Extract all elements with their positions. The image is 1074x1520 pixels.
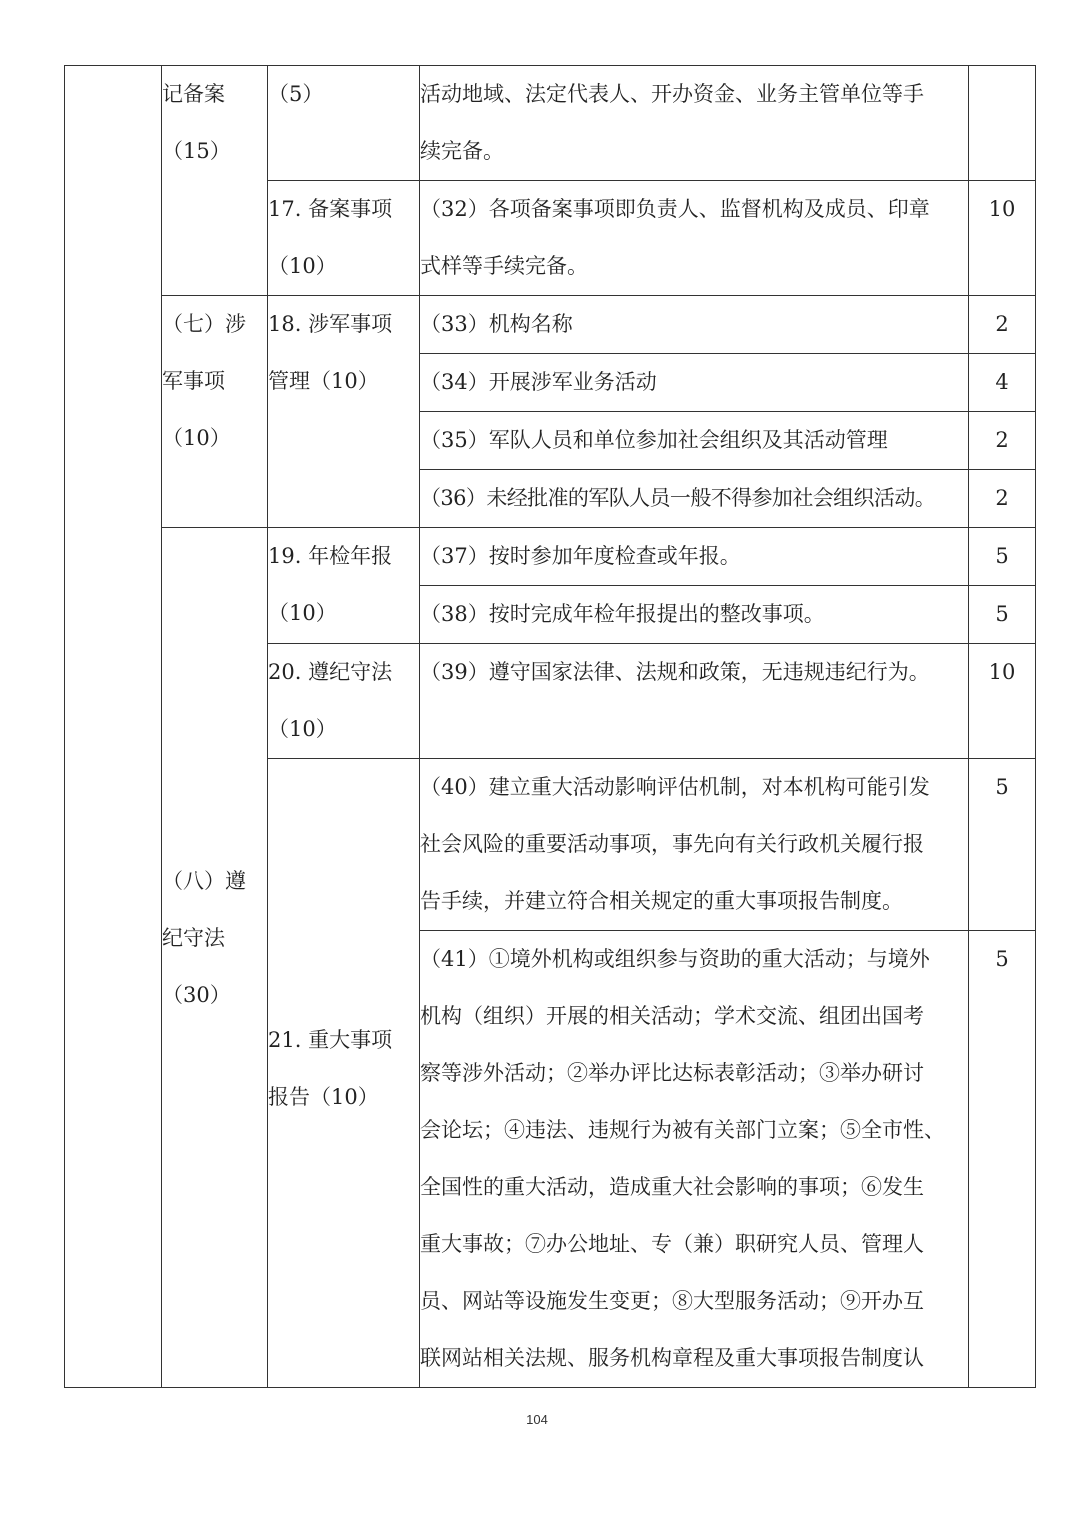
criteria-cell: （36）未经批准的军队人员一般不得参加社会组织活动。	[420, 470, 969, 528]
section-cell: （八）遵 纪守法 （30）	[162, 528, 268, 1388]
score-cell: 5	[969, 931, 1036, 1388]
item-cell: 18. 涉军事项 管理（10）	[268, 296, 420, 528]
criteria-cell: （39）遵守国家法律、法规和政策，无违规违纪行为。	[420, 644, 969, 759]
score-cell: 5	[969, 586, 1036, 644]
score-cell: 10	[969, 644, 1036, 759]
table-row	[65, 66, 1036, 181]
item-cell: 21. 重大事项 报告（10）	[268, 759, 420, 1388]
criteria-cell: （34）开展涉军业务活动	[420, 354, 969, 412]
item-cell: （5）	[268, 66, 420, 181]
page-number: 104	[526, 1412, 548, 1427]
criteria-cell: （33）机构名称	[420, 296, 969, 354]
section-cell: 记备案 （15）	[162, 66, 268, 296]
section-cell: （七）涉 军事项 （10）	[162, 296, 268, 528]
item-cell: 17. 备案事项 （10）	[268, 181, 420, 296]
score-cell: 10	[969, 181, 1036, 296]
table-row	[65, 528, 1036, 586]
score-cell: 2	[969, 470, 1036, 528]
category-cell	[65, 66, 162, 1388]
criteria-cell: （35）军队人员和单位参加社会组织及其活动管理	[420, 412, 969, 470]
criteria-cell: （37）按时参加年度检查或年报。	[420, 528, 969, 586]
score-cell: 5	[969, 528, 1036, 586]
criteria-cell: （38）按时完成年检年报提出的整改事项。	[420, 586, 969, 644]
score-cell: 4	[969, 354, 1036, 412]
score-cell: 2	[969, 296, 1036, 354]
criteria-cell: （32）各项备案事项即负责人、监督机构及成员、印章 式样等手续完备。	[420, 181, 969, 296]
score-cell: 5	[969, 759, 1036, 931]
item-cell: 20. 遵纪守法 （10）	[268, 644, 420, 759]
score-cell	[969, 66, 1036, 181]
score-cell: 2	[969, 412, 1036, 470]
criteria-cell: （41）①境外机构或组织参与资助的重大活动；与境外 机构（组织）开展的相关活动；学术交流、组团出国考 察等涉外活动；②举办评比达标表彰活动；③举办研讨 会论坛；④违法、违规行为被有关部门立案；⑤全市性、 全国性的重大活动，造成重大社会影响的事项；⑥发生 重大事故；⑦办公地址、专（兼）职研究人员、管理人 员、网站等设施发生变更；⑧大型服务活动；⑨开办互 联网站相关法规、服务机构章程及重大事项报告制度认	[420, 931, 969, 1388]
evaluation-table	[64, 65, 1036, 1388]
criteria-cell: （40）建立重大活动影响评估机制，对本机构可能引发 社会风险的重要活动事项，事先向有关行政机关履行报 告手续，并建立符合相关规定的重大事项报告制度。	[420, 759, 969, 931]
table-row	[65, 296, 1036, 354]
item-cell: 19. 年检年报 （10）	[268, 528, 420, 644]
criteria-cell: 活动地域、法定代表人、开办资金、业务主管单位等手 续完备。	[420, 66, 969, 181]
